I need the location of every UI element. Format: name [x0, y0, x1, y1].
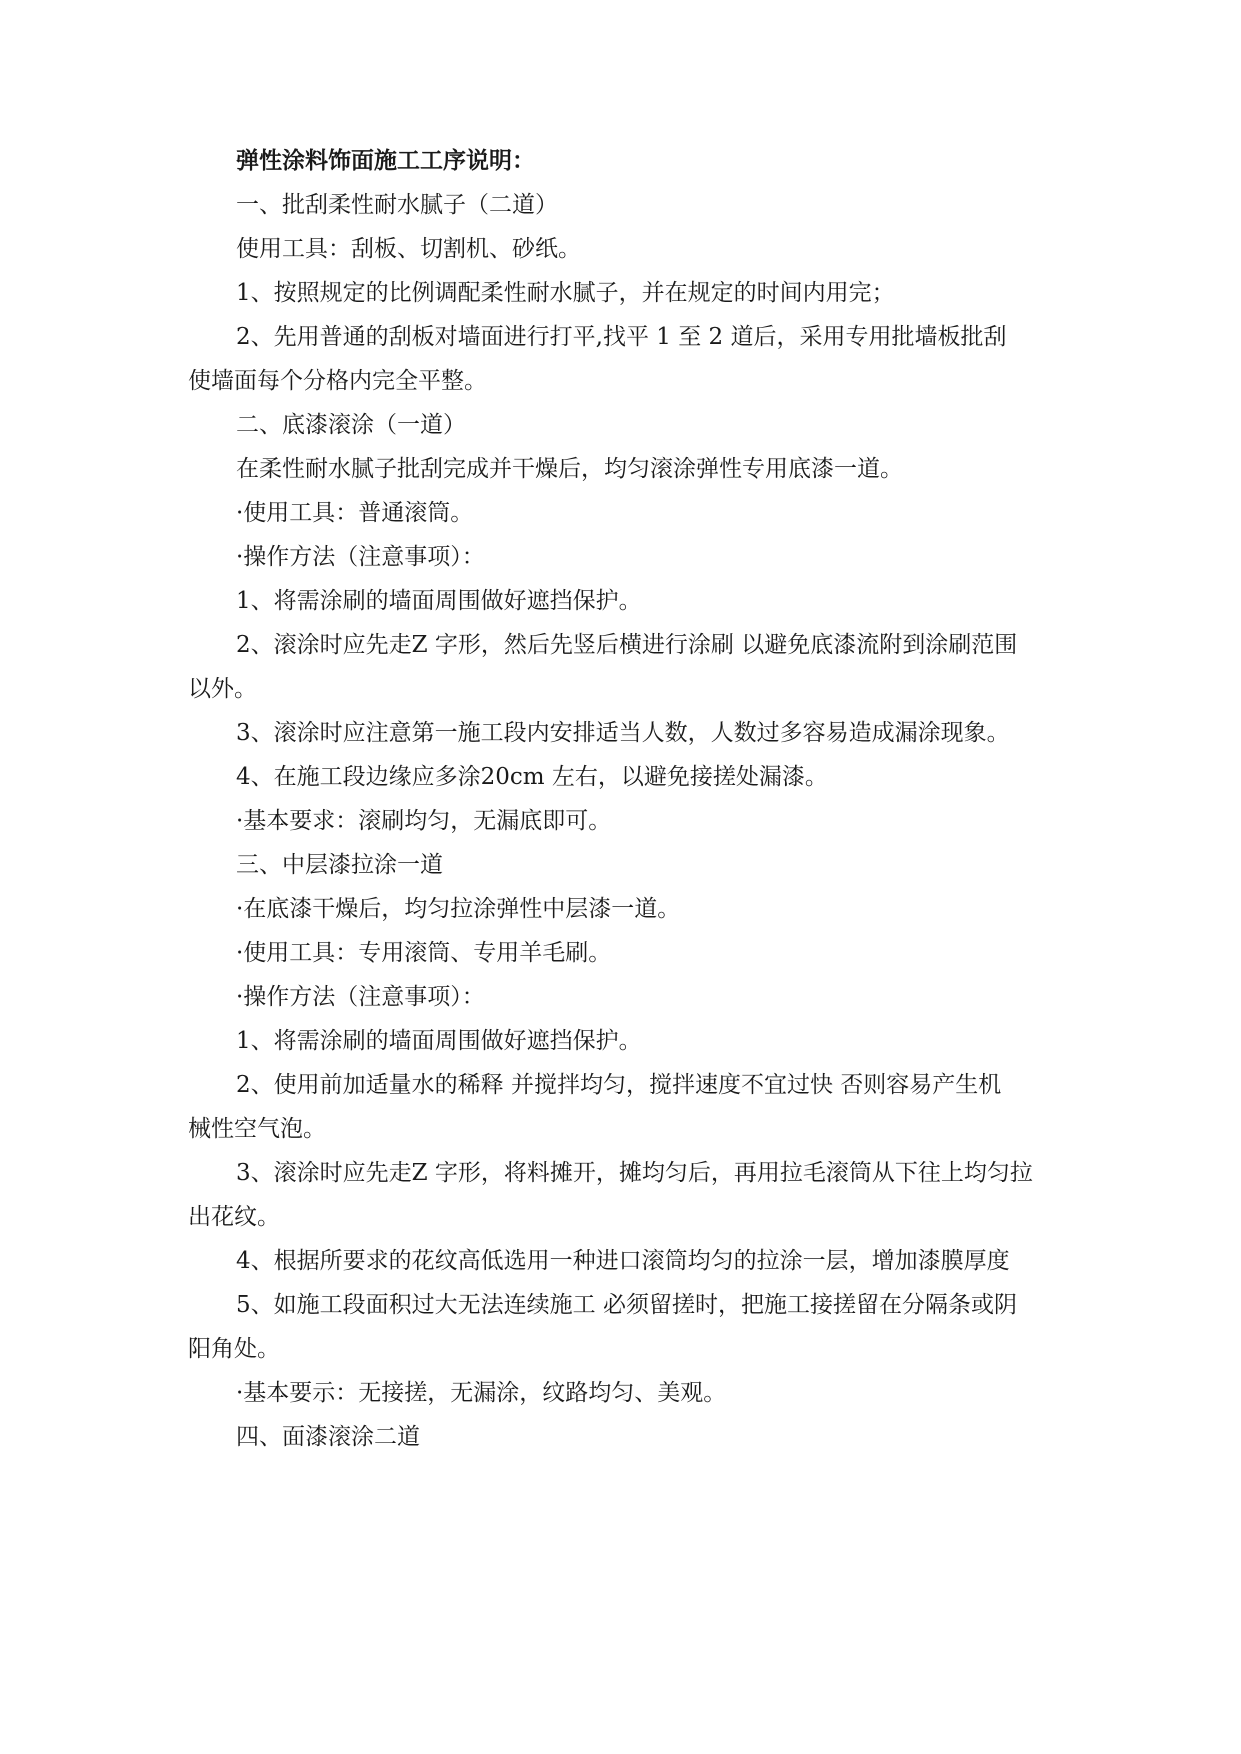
- paragraph-continuation: 以外。: [188, 676, 257, 702]
- paragraph: ·使用工具：普通滚筒。: [236, 500, 474, 526]
- paragraph: 2、使用前加适量水的稀释 并搅拌均匀，搅拌速度不宜过快 否则容易产生机: [236, 1072, 1002, 1098]
- paragraph: 1、将需涂刷的墙面周围做好遮挡保护。: [236, 1028, 642, 1054]
- paragraph-continuation: 阳角处。: [188, 1336, 280, 1362]
- paragraph: ·使用工具：专用滚筒、专用羊毛刷。: [236, 940, 612, 966]
- paragraph: 在柔性耐水腻子批刮完成并干燥后，均匀滚涂弹性专用底漆一道。: [236, 456, 903, 482]
- paragraph: ·操作方法（注意事项）：: [236, 544, 485, 570]
- paragraph-continuation: 械性空气泡。: [188, 1116, 326, 1142]
- paragraph: 5、如施工段面积过大无法连续施工 必须留搓时，把施工接搓留在分隔条或阴: [236, 1292, 1017, 1318]
- section-heading-3: 三、中层漆拉涂一道: [236, 852, 443, 878]
- paragraph: 4、根据所要求的花纹高低选用一种进口滚筒均匀的拉涂一层，增加漆膜厚度: [236, 1248, 1010, 1274]
- paragraph: 1、按照规定的比例调配柔性耐水腻子，并在规定的时间内用完；: [236, 280, 895, 306]
- paragraph: 3、滚涂时应先走Z 字形，将料摊开，摊均匀后，再用拉毛滚筒从下往上均匀拉: [236, 1160, 1033, 1186]
- paragraph: 3、滚涂时应注意第一施工段内安排适当人数，人数过多容易造成漏涂现象。: [236, 720, 1010, 746]
- paragraph: ·在底漆干燥后，均匀拉涂弹性中层漆一道。: [236, 896, 681, 922]
- paragraph: ·操作方法（注意事项）：: [236, 984, 485, 1010]
- paragraph: 4、在施工段边缘应多涂20cm 左右，以避免接搓处漏漆。: [236, 764, 828, 790]
- section-heading-1: 一、批刮柔性耐水腻子（二道）: [236, 192, 558, 218]
- paragraph: 2、先用普通的刮板对墙面进行打平,找平 1 至 2 道后，采用专用批墙板批刮: [236, 324, 1007, 350]
- paragraph: ·基本要求：滚刷均匀，无漏底即可。: [236, 808, 612, 834]
- paragraph: 2、滚涂时应先走Z 字形，然后先竖后横进行涂刷 以避免底漆流附到涂刷范围: [236, 632, 1018, 658]
- document-title: 弹性涂料饰面施工工序说明：: [236, 148, 535, 174]
- paragraph: 1、将需涂刷的墙面周围做好遮挡保护。: [236, 588, 642, 614]
- paragraph-continuation: 使墙面每个分格内完全平整。: [188, 368, 487, 394]
- paragraph: 使用工具：刮板、切割机、砂纸。: [236, 236, 581, 262]
- paragraph: ·基本要示：无接搓，无漏涂，纹路均匀、美观。: [236, 1380, 727, 1406]
- section-heading-2: 二、底漆滚涂（一道）: [236, 412, 466, 438]
- paragraph-continuation: 出花纹。: [188, 1204, 280, 1230]
- section-heading-4: 四、面漆滚涂二道: [236, 1424, 420, 1450]
